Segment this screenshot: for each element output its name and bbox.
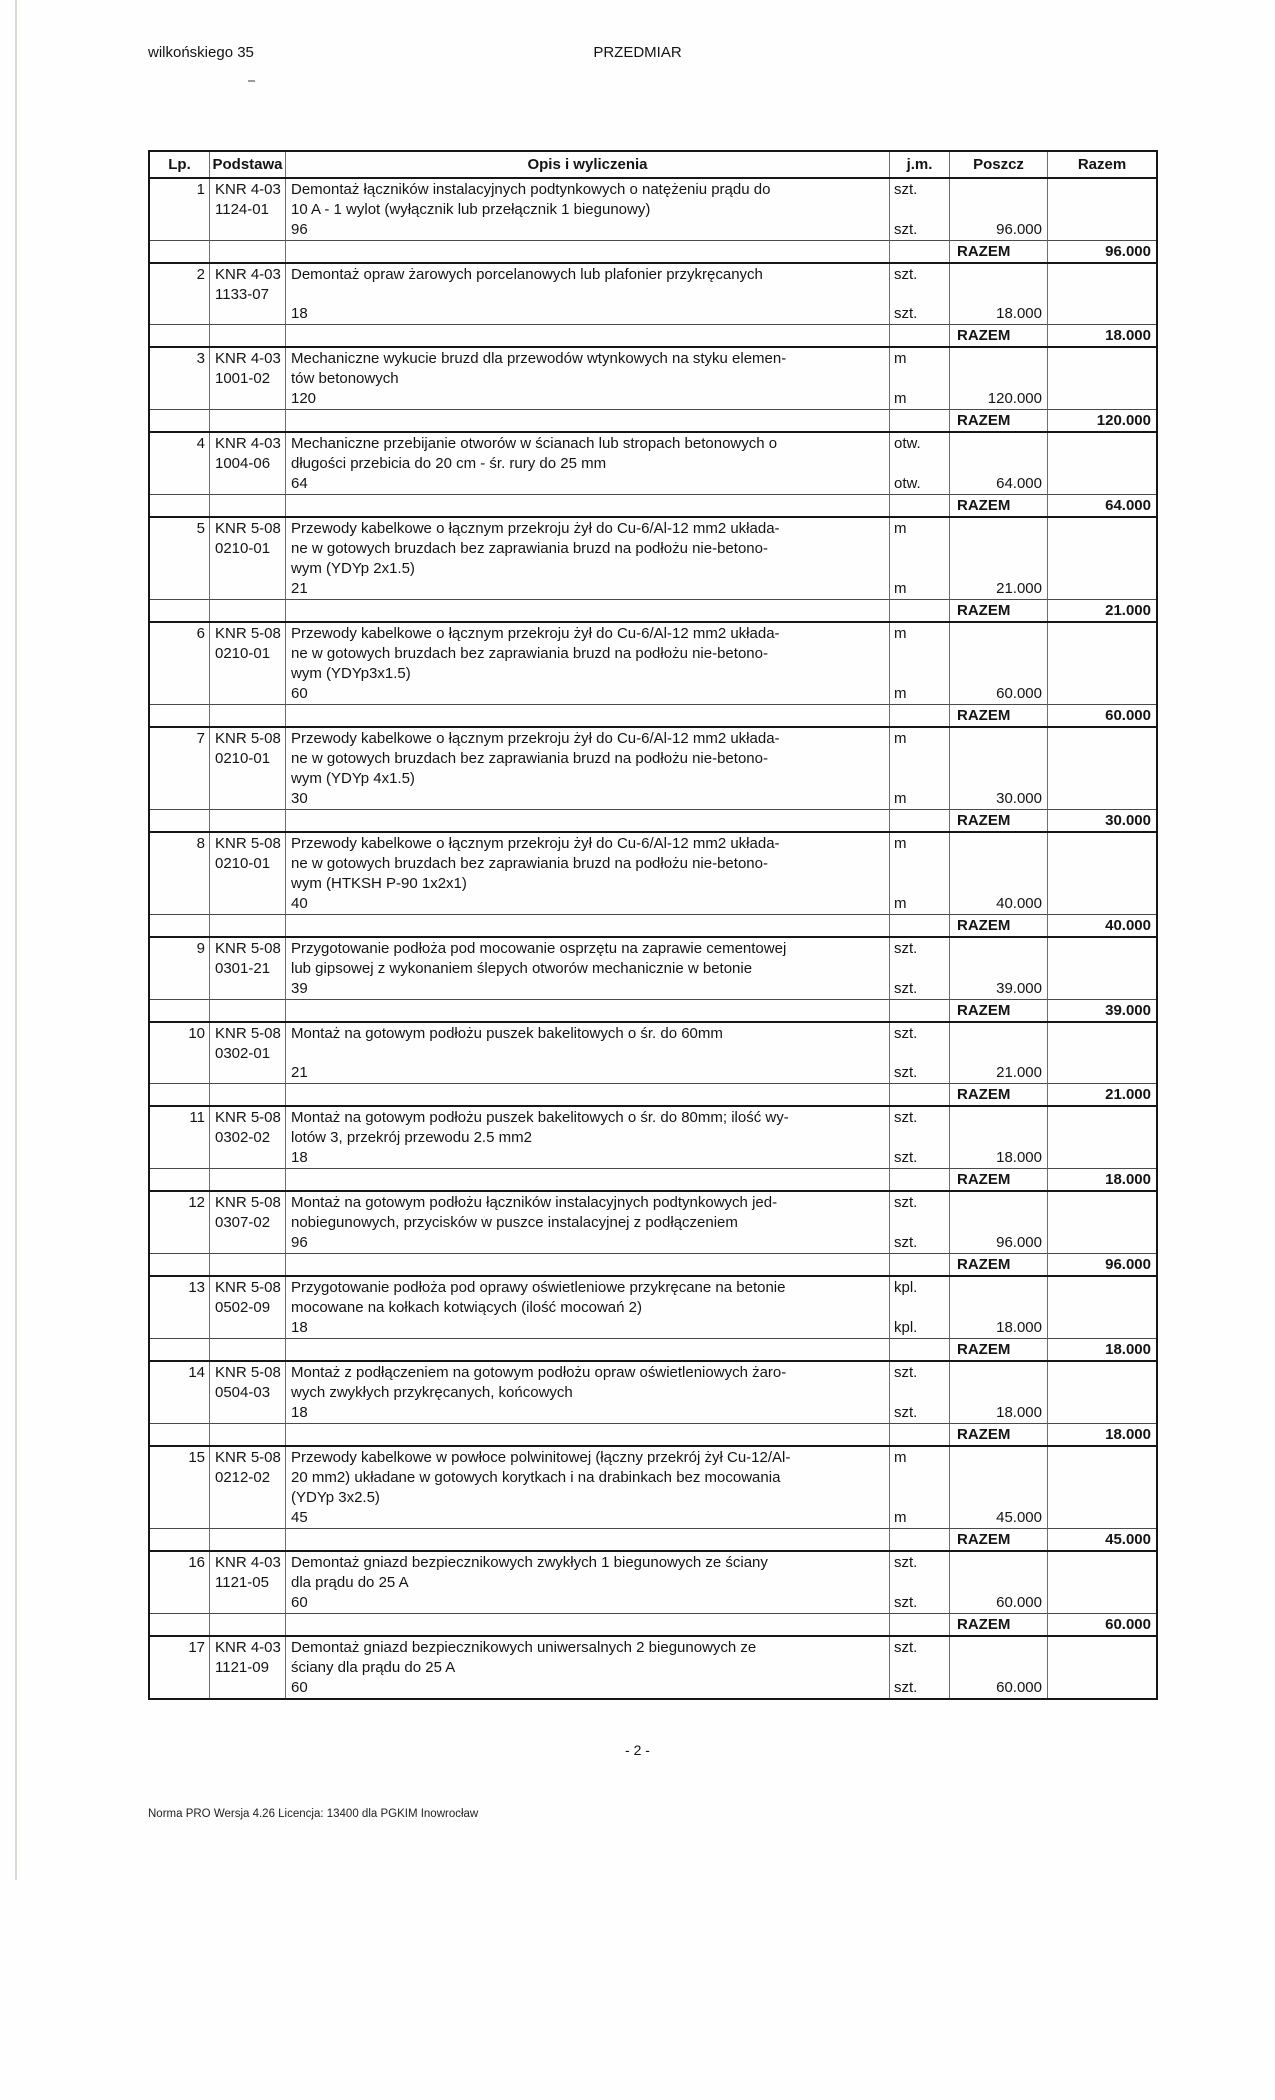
- item-poszcz-value: 18.000: [949, 304, 1047, 324]
- item-basis: KNR 5-08 0301-21: [209, 938, 285, 999]
- item-basis: KNR 4-03 1121-05: [209, 1552, 285, 1613]
- razem-row-spacer: [150, 999, 209, 1021]
- item-unit: szt.: [889, 264, 949, 304]
- item-unit: szt.: [889, 179, 949, 220]
- item-poszcz-value: 60.000: [949, 684, 1047, 704]
- item-number: 2: [196, 266, 205, 283]
- item-razem-value: 60.000: [1047, 704, 1156, 726]
- razem-label: RAZEM: [949, 704, 1047, 726]
- item-poszcz-value: 64.000: [949, 474, 1047, 494]
- item-quantity: 21: [285, 1063, 889, 1083]
- table-item-16: [150, 1552, 1156, 1637]
- table-item-10: [150, 1023, 1156, 1107]
- razem-cell-empty: [1047, 833, 1156, 914]
- razem-row-spacer: [285, 1338, 889, 1360]
- item-description: Przewody kabelkowe o łącznym przekroju żył do Cu-6/Al-12 mm2 układa- ne w gotowych bruzdach bez zaprawiania bruzd na podłożu nie-betono- wym (YDYp3x1.5): [285, 623, 889, 684]
- item-basis: KNR 5-08 0307-02: [209, 1192, 285, 1253]
- column-header-4: Poszcz: [949, 152, 1047, 177]
- column-header-5: Razem: [1047, 152, 1156, 177]
- item-unit: szt.: [889, 1107, 949, 1148]
- item-unit: m: [889, 833, 949, 894]
- razem-cell-empty: [1047, 518, 1156, 599]
- razem-row-spacer: [209, 914, 285, 936]
- razem-row-spacer: [889, 704, 949, 726]
- poszcz-cell-empty: [949, 728, 1047, 789]
- razem-row-spacer: [889, 999, 949, 1021]
- razem-row-spacer: [150, 1168, 209, 1190]
- poszcz-cell-empty: [949, 264, 1047, 304]
- item-number: 5: [196, 520, 205, 537]
- razem-row-spacer: [889, 1613, 949, 1635]
- item-number: 9: [196, 940, 205, 957]
- razem-label: RAZEM: [949, 324, 1047, 346]
- item-number: 17: [188, 1639, 205, 1656]
- razem-label: RAZEM: [949, 409, 1047, 431]
- item-quantity: 64: [285, 474, 889, 494]
- razem-row-spacer: [150, 324, 209, 346]
- item-poszcz-value: 18.000: [949, 1403, 1047, 1423]
- table-item-12: [150, 1192, 1156, 1277]
- razem-row-spacer: [889, 1423, 949, 1445]
- razem-row-spacer: [150, 1528, 209, 1550]
- razem-cell-empty: [1047, 938, 1156, 999]
- item-number: 12: [188, 1194, 205, 1211]
- table-item-17: [150, 1637, 1156, 1698]
- poszcz-cell-empty: [949, 1552, 1047, 1593]
- item-razem-value: 18.000: [1047, 1423, 1156, 1445]
- column-header-3: j.m.: [889, 152, 949, 177]
- item-poszcz-value: 18.000: [949, 1148, 1047, 1168]
- item-number: 7: [196, 730, 205, 747]
- razem-label: RAZEM: [949, 494, 1047, 516]
- item-unit: m: [889, 1447, 949, 1508]
- razem-row-spacer: [889, 240, 949, 262]
- item-basis: KNR 5-08 0302-02: [209, 1107, 285, 1168]
- razem-row-spacer: [889, 1253, 949, 1275]
- razem-row-spacer: [285, 809, 889, 831]
- scan-page-edge: [15, 0, 17, 1880]
- item-basis: KNR 5-08 0504-03: [209, 1362, 285, 1423]
- razem-label: RAZEM: [949, 1338, 1047, 1360]
- item-razem-value: 60.000: [1047, 1613, 1156, 1635]
- razem-row-spacer: [150, 409, 209, 431]
- item-unit: szt.: [889, 1552, 949, 1593]
- table-item-2: [150, 264, 1156, 348]
- item-razem-value: 39.000: [1047, 999, 1156, 1021]
- poszcz-cell-empty: [949, 1107, 1047, 1148]
- item-number: 15: [188, 1449, 205, 1466]
- item-quantity: 60: [285, 684, 889, 704]
- razem-cell-empty: [1047, 1107, 1156, 1168]
- poszcz-cell-empty: [949, 1192, 1047, 1233]
- column-header-1: Podstawa: [209, 152, 285, 177]
- razem-row-spacer: [285, 999, 889, 1021]
- table-item-6: [150, 623, 1156, 728]
- table-item-9: [150, 938, 1156, 1023]
- razem-row-spacer: [285, 1613, 889, 1635]
- razem-label: RAZEM: [949, 240, 1047, 262]
- item-razem-value: 96.000: [1047, 240, 1156, 262]
- item-number: 11: [189, 1109, 205, 1126]
- item-unit-repeat: szt.: [889, 1403, 949, 1423]
- item-poszcz-value: 45.000: [949, 1508, 1047, 1528]
- poszcz-cell-empty: [949, 1023, 1047, 1063]
- item-unit-repeat: m: [889, 789, 949, 809]
- razem-label: RAZEM: [949, 914, 1047, 936]
- razem-label: RAZEM: [949, 599, 1047, 621]
- table-item-7: [150, 728, 1156, 833]
- razem-cell-empty: [1047, 1447, 1156, 1528]
- item-description: Montaż na gotowym podłożu puszek bakelitowych o śr. do 80mm; ilość wy- lotów 3, przekrój przewodu 2.5 mm2: [285, 1107, 889, 1148]
- item-basis: KNR 5-08 0210-01: [209, 518, 285, 599]
- item-description: Montaż z podłączeniem na gotowym podłożu opraw oświetleniowych żaro- wych zwykłych przykręcanych, końcowych: [285, 1362, 889, 1403]
- poszcz-cell-empty: [949, 518, 1047, 579]
- item-basis: KNR 4-03 1004-06: [209, 433, 285, 494]
- poszcz-cell-empty: [949, 833, 1047, 894]
- item-description: Demontaż łączników instalacyjnych podtynkowych o natężeniu prądu do 10 A - 1 wylot (wyłącznik lub przełącznik 1 biegunowy): [285, 179, 889, 220]
- item-poszcz-value: 40.000: [949, 894, 1047, 914]
- item-number: 8: [196, 835, 205, 852]
- razem-row-spacer: [150, 1338, 209, 1360]
- item-number: 6: [196, 625, 205, 642]
- razem-label: RAZEM: [949, 809, 1047, 831]
- razem-row-spacer: [889, 809, 949, 831]
- razem-row-spacer: [209, 599, 285, 621]
- razem-label: RAZEM: [949, 1083, 1047, 1105]
- item-description: Montaż na gotowym podłożu łączników instalacyjnych podtynkowych jed- nobiegunowych, przycisków w puszce instalacyjnej z podłączeniem: [285, 1192, 889, 1233]
- item-unit-repeat: m: [889, 894, 949, 914]
- razem-row-spacer: [209, 1083, 285, 1105]
- razem-row-spacer: [285, 324, 889, 346]
- item-description: Demontaż gniazd bezpiecznikowych uniwersalnych 2 biegunowych ze ściany dla prądu do 25 A: [285, 1637, 889, 1678]
- item-razem-value: 18.000: [1047, 1338, 1156, 1360]
- document-subject: wilkońskiego 35: [148, 44, 254, 61]
- item-unit-repeat: szt.: [889, 1063, 949, 1083]
- poszcz-cell-empty: [949, 1277, 1047, 1318]
- item-razem-value: 21.000: [1047, 1083, 1156, 1105]
- item-razem-value: 120.000: [1047, 409, 1156, 431]
- item-description: Przygotowanie podłoża pod oprawy oświetleniowe przykręcane na betonie mocowane na kołkach kotwiących (ilość mocowań 2): [285, 1277, 889, 1318]
- razem-row-spacer: [209, 1253, 285, 1275]
- item-quantity: 30: [285, 789, 889, 809]
- item-quantity: 120: [285, 389, 889, 409]
- razem-row-spacer: [889, 1338, 949, 1360]
- item-basis: KNR 5-08 0210-01: [209, 728, 285, 809]
- razem-cell-empty: [1047, 728, 1156, 809]
- razem-row-spacer: [150, 1613, 209, 1635]
- razem-row-spacer: [209, 494, 285, 516]
- razem-row-spacer: [889, 409, 949, 431]
- item-unit: szt.: [889, 1362, 949, 1403]
- item-unit-repeat: m: [889, 1508, 949, 1528]
- item-unit: m: [889, 348, 949, 389]
- razem-row-spacer: [150, 1083, 209, 1105]
- razem-cell-empty: [1047, 1362, 1156, 1423]
- page-header: [0, 0, 1275, 150]
- razem-row-spacer: [889, 914, 949, 936]
- item-unit-repeat: m: [889, 684, 949, 704]
- item-unit: otw.: [889, 433, 949, 474]
- item-unit: kpl.: [889, 1277, 949, 1318]
- item-basis: KNR 5-08 0212-02: [209, 1447, 285, 1528]
- razem-label: RAZEM: [949, 1253, 1047, 1275]
- razem-row-spacer: [209, 1613, 285, 1635]
- razem-label: RAZEM: [949, 1168, 1047, 1190]
- item-unit: m: [889, 623, 949, 684]
- item-quantity: 18: [285, 1318, 889, 1338]
- item-description: Mechaniczne przebijanie otworów w ścianach lub stropach betonowych o długości przebicia do 20 cm - śr. rury do 25 mm: [285, 433, 889, 474]
- razem-label: RAZEM: [949, 1423, 1047, 1445]
- table-item-3: [150, 348, 1156, 433]
- razem-label: RAZEM: [949, 999, 1047, 1021]
- item-unit-repeat: m: [889, 389, 949, 409]
- razem-label: RAZEM: [949, 1528, 1047, 1550]
- item-unit-repeat: szt.: [889, 220, 949, 240]
- item-number: 16: [188, 1554, 205, 1571]
- poszcz-cell-empty: [949, 623, 1047, 684]
- item-quantity: 18: [285, 304, 889, 324]
- table-item-1: [150, 179, 1156, 264]
- item-quantity: 21: [285, 579, 889, 599]
- razem-row-spacer: [285, 1528, 889, 1550]
- item-quantity: 18: [285, 1403, 889, 1423]
- document-title: PRZEDMIAR: [593, 44, 682, 61]
- razem-cell-empty: [1047, 264, 1156, 324]
- poszcz-cell-empty: [949, 179, 1047, 220]
- razem-cell-empty: [1047, 348, 1156, 409]
- razem-row-spacer: [285, 1168, 889, 1190]
- item-poszcz-value: 60.000: [949, 1678, 1047, 1698]
- item-razem-value: 45.000: [1047, 1528, 1156, 1550]
- razem-cell-empty: [1047, 623, 1156, 704]
- item-unit: szt.: [889, 1192, 949, 1233]
- item-description: Mechaniczne wykucie bruzd dla przewodów wtynkowych na styku elemen- tów betonowych: [285, 348, 889, 389]
- razem-row-spacer: [150, 1253, 209, 1275]
- razem-cell-empty: [1047, 433, 1156, 494]
- item-description: Przewody kabelkowe o łącznym przekroju żył do Cu-6/Al-12 mm2 układa- ne w gotowych bruzdach bez zaprawiania bruzd na podłożu nie-betono- wym (YDYp 2x1.5): [285, 518, 889, 579]
- item-number: 4: [196, 435, 205, 452]
- item-quantity: 39: [285, 979, 889, 999]
- table-item-5: [150, 518, 1156, 623]
- razem-row-spacer: [209, 809, 285, 831]
- item-quantity: 60: [285, 1678, 889, 1698]
- item-quantity: 45: [285, 1508, 889, 1528]
- razem-cell-empty: [1047, 179, 1156, 240]
- razem-row-spacer: [285, 1253, 889, 1275]
- table-item-11: [150, 1107, 1156, 1192]
- item-unit: szt.: [889, 938, 949, 979]
- razem-row-spacer: [209, 1423, 285, 1445]
- item-poszcz-value: 60.000: [949, 1593, 1047, 1613]
- item-unit-repeat: szt.: [889, 1678, 949, 1698]
- table-item-15: [150, 1447, 1156, 1552]
- software-license-footer: Norma PRO Wersja 4.26 Licencja: 13400 dla PGKIM Inowrocław: [148, 1808, 479, 1820]
- item-razem-value: 18.000: [1047, 324, 1156, 346]
- razem-row-spacer: [150, 240, 209, 262]
- item-poszcz-value: 30.000: [949, 789, 1047, 809]
- razem-row-spacer: [150, 914, 209, 936]
- razem-row-spacer: [285, 1423, 889, 1445]
- razem-row-spacer: [285, 914, 889, 936]
- razem-row-spacer: [285, 1083, 889, 1105]
- razem-cell-empty: [1047, 1192, 1156, 1253]
- item-description: Demontaż opraw żarowych porcelanowych lub plafonier przykręcanych: [285, 264, 889, 304]
- item-razem-value: 30.000: [1047, 809, 1156, 831]
- item-unit-repeat: m: [889, 579, 949, 599]
- item-unit-repeat: szt.: [889, 304, 949, 324]
- item-basis: KNR 4-03 1124-01: [209, 179, 285, 240]
- item-quantity: 18: [285, 1148, 889, 1168]
- item-basis: KNR 4-03 1121-09: [209, 1637, 285, 1698]
- poszcz-cell-empty: [949, 1362, 1047, 1403]
- item-number: 1: [196, 181, 205, 198]
- razem-row-spacer: [209, 1338, 285, 1360]
- razem-row-spacer: [209, 240, 285, 262]
- table-item-8: [150, 833, 1156, 938]
- item-description: Przewody kabelkowe w powłoce polwinitowej (łączny przekrój żył Cu-12/Al- 20 mm2) układane w gotowych korytkach i na drabinkach bez mocowania (YDYp 3x2.5): [285, 1447, 889, 1508]
- razem-row-spacer: [285, 409, 889, 431]
- razem-row-spacer: [889, 1528, 949, 1550]
- table-item-13: [150, 1277, 1156, 1362]
- item-poszcz-value: 21.000: [949, 579, 1047, 599]
- item-description: Przewody kabelkowe o łącznym przekroju żył do Cu-6/Al-12 mm2 układa- ne w gotowych bruzdach bez zaprawiania bruzd na podłożu nie-betono- wym (YDYp 4x1.5): [285, 728, 889, 789]
- poszcz-cell-empty: [949, 938, 1047, 979]
- item-unit: szt.: [889, 1023, 949, 1063]
- item-razem-value: 64.000: [1047, 494, 1156, 516]
- item-unit-repeat: szt.: [889, 1148, 949, 1168]
- item-quantity: 96: [285, 220, 889, 240]
- przedmiar-table: [148, 150, 1158, 1700]
- razem-row-spacer: [150, 809, 209, 831]
- item-unit-repeat: otw.: [889, 474, 949, 494]
- poszcz-cell-empty: [949, 433, 1047, 474]
- item-number: 3: [196, 350, 205, 367]
- razem-row-spacer: [285, 704, 889, 726]
- razem-row-spacer: [889, 599, 949, 621]
- item-unit: szt.: [889, 1637, 949, 1678]
- item-quantity: 60: [285, 1593, 889, 1613]
- razem-cell-empty: [1047, 1637, 1156, 1698]
- item-razem-value: 40.000: [1047, 914, 1156, 936]
- item-unit: m: [889, 728, 949, 789]
- razem-row-spacer: [285, 599, 889, 621]
- razem-row-spacer: [150, 1423, 209, 1445]
- razem-row-spacer: [889, 324, 949, 346]
- item-basis: KNR 5-08 0210-01: [209, 833, 285, 914]
- item-unit-repeat: szt.: [889, 1593, 949, 1613]
- razem-row-spacer: [209, 999, 285, 1021]
- item-quantity: 96: [285, 1233, 889, 1253]
- razem-cell-empty: [1047, 1023, 1156, 1083]
- item-number: 13: [188, 1279, 205, 1296]
- item-poszcz-value: 39.000: [949, 979, 1047, 999]
- razem-row-spacer: [889, 494, 949, 516]
- item-basis: KNR 4-03 1133-07: [209, 264, 285, 324]
- column-header-2: Opis i wyliczenia: [285, 152, 889, 177]
- item-quantity: 40: [285, 894, 889, 914]
- razem-row-spacer: [150, 704, 209, 726]
- table-item-4: [150, 433, 1156, 518]
- item-number: 14: [188, 1364, 205, 1381]
- item-poszcz-value: 96.000: [949, 220, 1047, 240]
- razem-row-spacer: [209, 1528, 285, 1550]
- poszcz-cell-empty: [949, 348, 1047, 389]
- table-header-row: [150, 152, 1156, 179]
- item-unit: m: [889, 518, 949, 579]
- item-description: Demontaż gniazd bezpiecznikowych zwykłych 1 biegunowych ze ściany dla prądu do 25 A: [285, 1552, 889, 1593]
- item-razem-value: 21.000: [1047, 599, 1156, 621]
- item-poszcz-value: 96.000: [949, 1233, 1047, 1253]
- item-basis: KNR 5-08 0502-09: [209, 1277, 285, 1338]
- poszcz-cell-empty: [949, 1637, 1047, 1678]
- item-description: Przewody kabelkowe o łącznym przekroju żył do Cu-6/Al-12 mm2 układa- ne w gotowych bruzdach bez zaprawiania bruzd na podłożu nie-betono- wym (HTKSH P-90 1x2x1): [285, 833, 889, 894]
- razem-label: RAZEM: [949, 1613, 1047, 1635]
- item-unit-repeat: szt.: [889, 1233, 949, 1253]
- razem-cell-empty: [1047, 1552, 1156, 1613]
- item-basis: KNR 5-08 0302-01: [209, 1023, 285, 1083]
- table-item-14: [150, 1362, 1156, 1447]
- razem-row-spacer: [209, 704, 285, 726]
- item-basis: KNR 4-03 1001-02: [209, 348, 285, 409]
- column-header-0: Lp.: [168, 156, 191, 173]
- item-number: 10: [188, 1025, 205, 1042]
- razem-row-spacer: [150, 494, 209, 516]
- item-poszcz-value: 21.000: [949, 1063, 1047, 1083]
- item-description: Montaż na gotowym podłożu puszek bakelitowych o śr. do 60mm: [285, 1023, 889, 1063]
- razem-row-spacer: [285, 494, 889, 516]
- razem-row-spacer: [209, 324, 285, 346]
- razem-row-spacer: [209, 1168, 285, 1190]
- item-razem-value: 96.000: [1047, 1253, 1156, 1275]
- item-poszcz-value: 120.000: [949, 389, 1047, 409]
- poszcz-cell-empty: [949, 1447, 1047, 1508]
- razem-cell-empty: [1047, 1277, 1156, 1338]
- razem-row-spacer: [150, 599, 209, 621]
- item-basis: KNR 5-08 0210-01: [209, 623, 285, 704]
- razem-row-spacer: [889, 1083, 949, 1105]
- item-poszcz-value: 18.000: [949, 1318, 1047, 1338]
- item-unit-repeat: kpl.: [889, 1318, 949, 1338]
- page-number: - 2 -: [625, 1742, 650, 1758]
- item-razem-value: 18.000: [1047, 1168, 1156, 1190]
- item-unit-repeat: szt.: [889, 979, 949, 999]
- item-description: Przygotowanie podłoża pod mocowanie osprzętu na zaprawie cementowej lub gipsowej z wykonaniem ślepych otworów mechanicznie w betonie: [285, 938, 889, 979]
- razem-row-spacer: [285, 240, 889, 262]
- razem-row-spacer: [209, 409, 285, 431]
- razem-row-spacer: [889, 1168, 949, 1190]
